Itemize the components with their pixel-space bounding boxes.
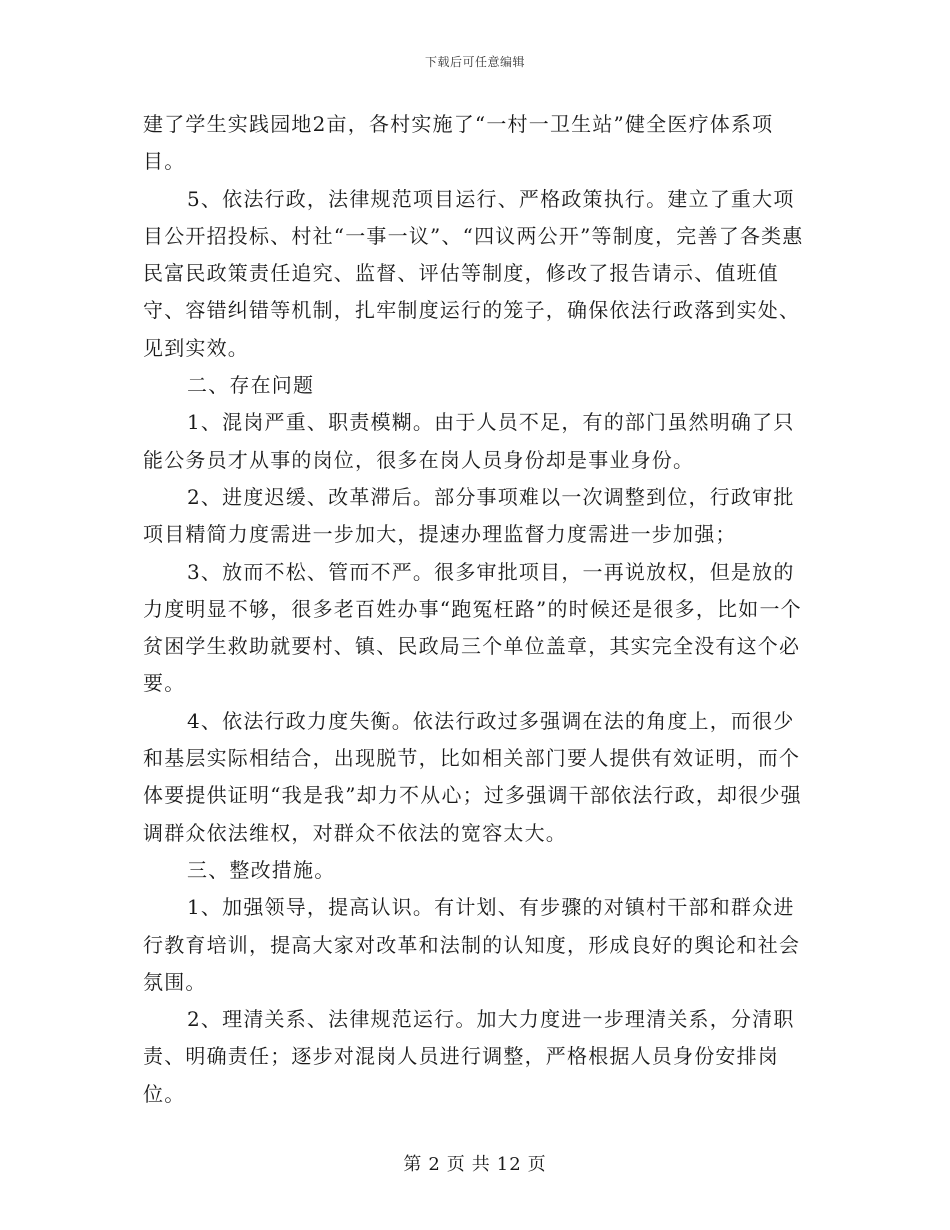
footer-current-page: 2 [428, 1154, 441, 1175]
footer-suffix: 页 [527, 1154, 547, 1175]
paragraph-measure-1: 1、加强领导，提高认识。有计划、有步骤的对镇村干部和群众进行教育培训，提高大家对改革和法制的认知度，形成良好的舆论和社会氛围。 [143, 895, 801, 994]
paragraph-problem-4: 4、依法行政力度失衡。依法行政过多强调在法的角度上，而很少和基层实际相结合，出现脱节，比如相关部门要人提供有效证明，而个体要提供证明“我是我”却力不从心；过多强调干部依法行政，却很少强调群众依法维权，对群众不依法的宽容太大。 [143, 708, 802, 845]
footer-prefix: 第 [403, 1154, 423, 1175]
footer-total-pages: 12 [496, 1154, 522, 1175]
footer-total-word: 共 [471, 1154, 491, 1175]
paragraph-measure-2: 2、理清关系、法律规范运行。加大力度进一步理清关系，分清职责、明确责任；逐步对混岗人员进行调整，严格根据人员身份安排岗位。 [143, 1007, 795, 1106]
paragraph-2: 5、依法行政，法律规范项目运行、严格政策执行。建立了重大项目公开招投标、村社“一事一议”、“四议两公开”等制度，完善了各类惠民富民政策责任追究、监督、评估等制度，修改了报告请示、值班值守、容错纠错等机制，扎牢制度运行的笼子，确保依法行政落到实处、见到实效。 [143, 186, 804, 360]
footer-page-word: 页 [446, 1154, 466, 1175]
paragraph-problem-3: 3、放而不松、管而不严。很多审批项目，一再说放权，但是放的力度明显不够，很多老百姓办事“跑冤枉路”的时候还是很多，比如一个贫困学生救助就要村、镇、民政局三个单位盖章，其实完全没有这个必要。 [143, 559, 802, 696]
document-body [143, 106, 813, 1113]
section-heading-measures: 三、整改措施。 [187, 857, 336, 882]
paragraph-problem-1: 1、混岗严重、职责模糊。由于人员不足，有的部门虽然明确了只能公务员才从事的岗位，很多在岗人员身份却是事业身份。 [143, 410, 795, 472]
section-heading-problems: 二、存在问题 [187, 373, 315, 398]
paragraph-problem-2: 2、进度迟缓、改革滞后。部分事项难以一次调整到位，行政审批项目精简力度需进一步加大，提速办理监督力度需进一步加强； [143, 484, 795, 547]
page-number-footer [0, 1150, 950, 1176]
page-header-note: 下载后可任意编辑 [424, 55, 525, 69]
paragraph-1: 建了学生实践园地2亩，各村实施了“一村一卫生站”健全医疗体系项目。 [143, 112, 774, 174]
